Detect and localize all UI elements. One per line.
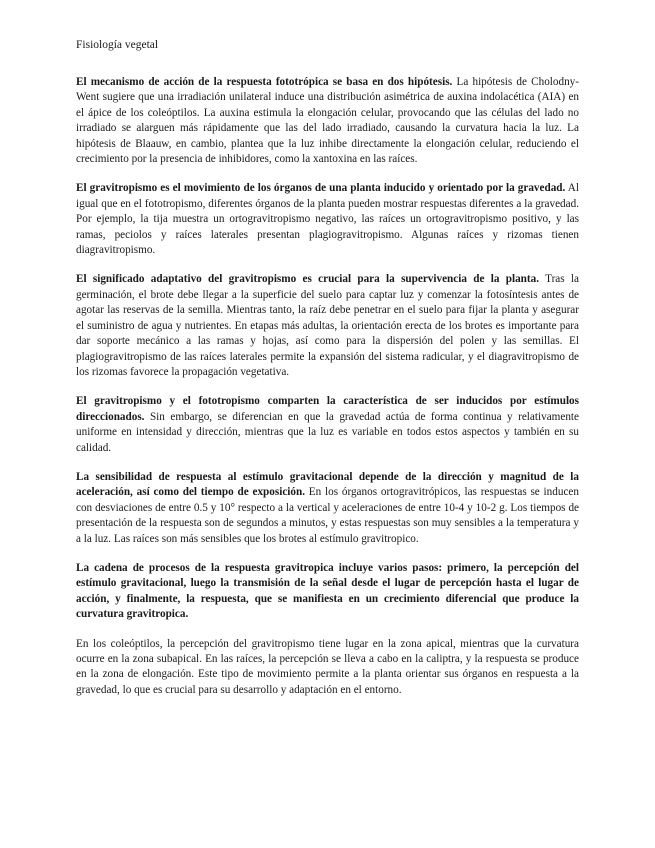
paragraph-directional-stimuli xyxy=(76,394,579,456)
paragraph-adaptive-significance xyxy=(76,272,579,380)
paragraph-lead: La sensibilidad de respuesta al estímulo gravitacional depende de la dirección y magnitud de la aceleración, así como del tiempo de exposición. xyxy=(76,470,579,499)
paragraph-lead: La cadena de procesos de la respuesta gravitropica incluye varios pasos: primero, la percepción del estímulo gravitacional, luego la transmisión de la señal desde el lugar de percepción hasta el lugar de acción, y finalmente, la respuesta, que se manifiesta en un crecimiento diferencial que produce la curvatura gravitropica. xyxy=(76,561,579,621)
paragraph-lead: El significado adaptativo del gravitropismo es crucial para la supervivencia de la planta. xyxy=(76,273,540,286)
paragraph-body: Tras la germinación, el brote debe llegar a la superficie del suelo para captar luz y comenzar la fotosíntesis antes de agotar las reservas de la semilla. Mientras tanto, la raíz debe penetrar en el suelo para fijar la planta y asegurar el suministro de agua y nutrientes. En etapas más adultas, la orientación erecta de los brotes es importante para dar soporte mecánico a las ramas y hojas, así como para la dispersión del polen y las semillas. El plagiogravitropismo de las raíces laterales permite la expansión del sistema radicular, y el diagravitropismo de los rizomas favorece la propagación vegetativa. xyxy=(76,273,580,378)
paragraph-sensitivity xyxy=(76,470,579,547)
paragraph-phototropism-mechanism xyxy=(76,75,579,167)
document-page xyxy=(76,38,579,712)
document-header: Fisiología vegetal xyxy=(76,39,159,51)
paragraph-lead: El gravitropismo es el movimiento de los órganos de una planta inducido y orientado por la gravedad. xyxy=(76,182,566,195)
paragraph-gravitropism-definition xyxy=(76,181,579,258)
paragraph-lead: El gravitropismo y el fototropismo comparten la característica de ser inducidos por estímulos direccionados. xyxy=(76,395,579,423)
paragraph-body: Al igual que en el fototropismo, diferentes órganos de la planta pueden mostrar respuestas diferentes a la gravedad. Por ejemplo, la tija muestra un ortogravitropismo negativo, las raíces un ortogravitropismo positivo, y las ramas, peciolos y raíces laterales presentan plagiogravitropismo. Algunas raíces y rizomas tienen diagravitropismo. xyxy=(76,182,579,257)
paragraph-perception-sites xyxy=(76,637,579,699)
paragraph-process-chain xyxy=(76,561,579,623)
paragraph-body: Sin embargo, se diferencian en que la gravedad actúa de forma continua y relativamente uniforme en intensidad y dirección, mientras que la luz es variable en todos estos aspectos y también en su calidad. xyxy=(76,410,579,454)
paragraph-body: La hipótesis de Cholodny-Went sugiere que una irradiación unilateral induce una distribución asimétrica de auxina indolacética (AIA) en el ápice de los coleóptilos. La auxina estimula la elongación celular, provocando que las células del lado no irradiado se alarguen más rápidamente que las del lado irradiado, causando la curvatura hacia la luz. La hipótesis de Blaauw, en cambio, plantea que la luz inhibe directamente la elongación celular, reduciendo el crecimiento por la presencia de inhibidores, como la xantoxina en las raíces. xyxy=(76,76,580,166)
paragraph-body: En los coleóptilos, la percepción del gravitropismo tiene lugar en la zona apical, mientras que la curvatura ocurre en la zona subapical. En las raíces, la percepción se lleva a cabo en la caliptra, y la respuesta se produce en la zona de elongación. Este tipo de movimiento permite a la planta orientar sus órganos en respuesta a la gravedad, lo que es crucial para su desarrollo y adaptación en el entorno. xyxy=(76,637,579,696)
paragraph-body: En los órganos ortogravitrópicos, las respuestas se inducen con desviaciones de entre 0.5 y 10° respecto a la vertical y aceleraciones de entre 10-4 y 10-2 g. Los tiempos de presentación de la respuesta son de segundos a minutos, y estas respuestas son muy sensibles a la temperatura y a la luz. Las raíces son más sensibles que los brotes al estímulo gravitropico. xyxy=(76,486,579,545)
paragraph-lead: El mecanismo de acción de la respuesta fototrópica se basa en dos hipótesis. xyxy=(76,76,453,88)
